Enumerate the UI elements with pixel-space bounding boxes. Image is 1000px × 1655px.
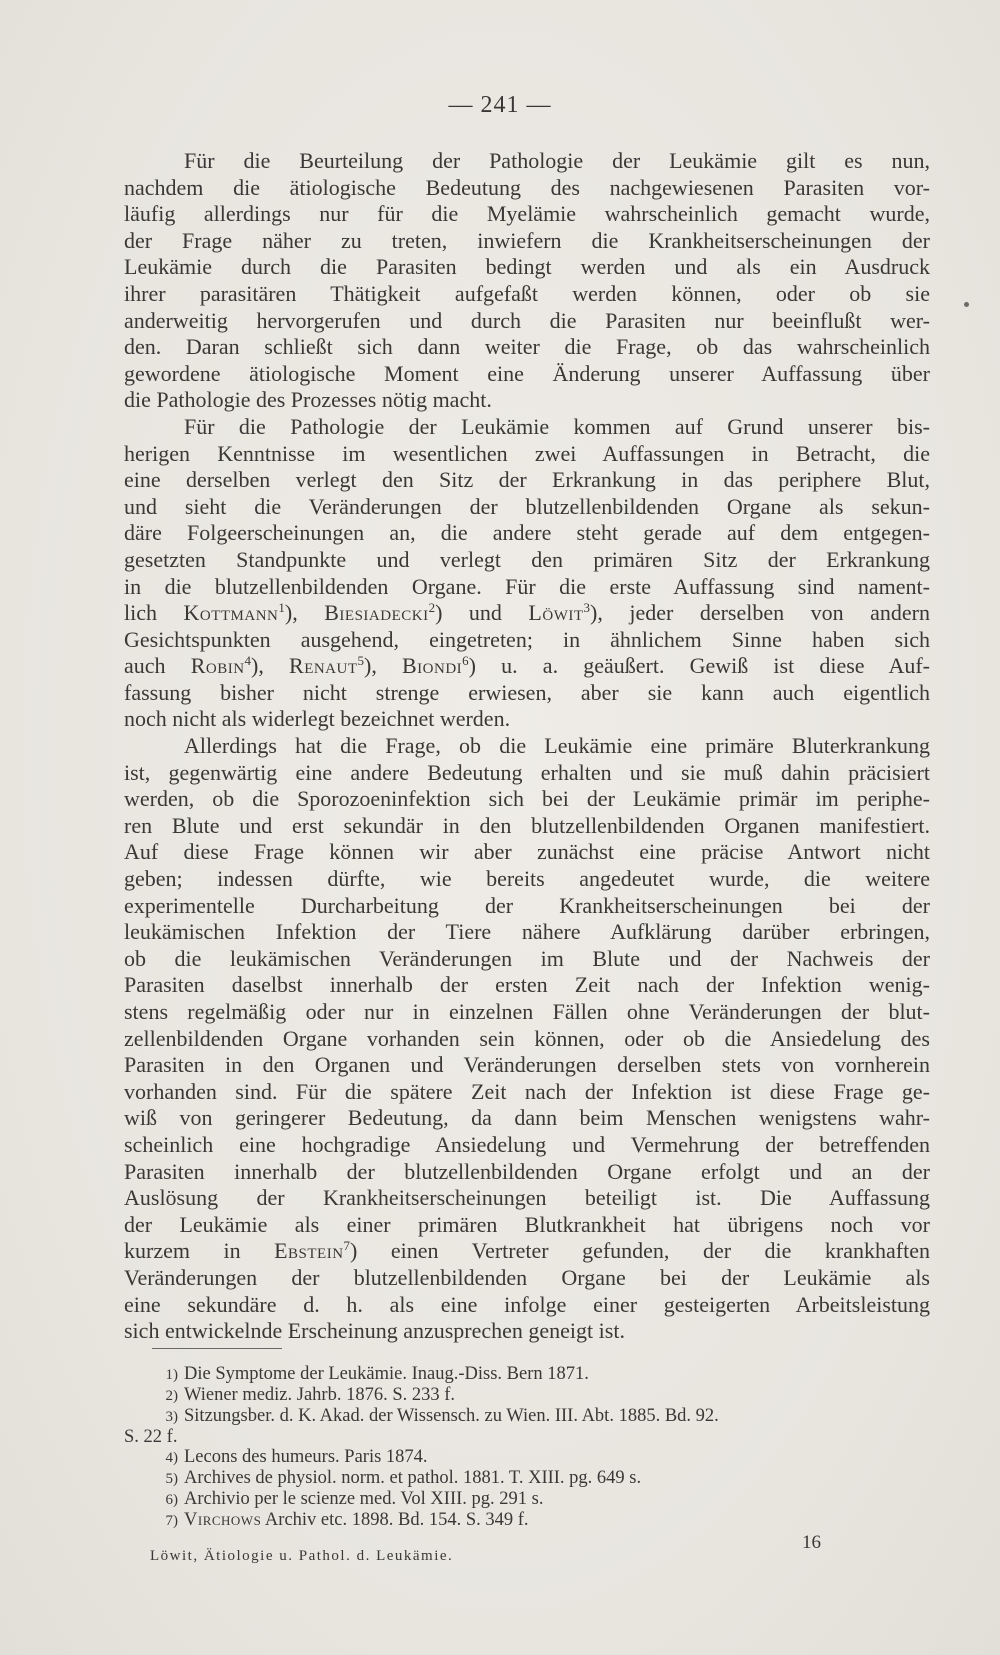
footnote-1: [124, 1364, 944, 1385]
text-line: Allerdings hat die Frage, ob die Leukämie eine primäre Bluterkrankung: [184, 733, 930, 759]
footnote-text: Archives de physiol. norm. et pathol. 1881. T. XIII. pg. 649 s.: [184, 1468, 642, 1488]
footnote-number: 1): [165, 1367, 178, 1383]
footnote-divider: [152, 1348, 282, 1349]
text-line: fassung bisher nicht strenge erwiesen, aber sie kann auch eigentlich: [124, 679, 930, 705]
text-line: leukämischen Infektion der Tiere nähere Aufklärung darüber erbringen,: [124, 919, 930, 945]
text-line: läufig allerdings nur für die Myelämie wahrscheinlich gemacht wurde,: [124, 201, 930, 227]
text-line: Gesichtspunkten ausgehend, eingetreten; in ähnlichem Sinne haben sich: [124, 626, 930, 652]
paragraph-1: [124, 148, 930, 414]
text-fragment: ) einen Vertreter gefunden, der die krankhaften: [350, 1238, 930, 1264]
footnote-6: [124, 1489, 944, 1510]
footnote-ref: 2: [428, 600, 436, 616]
footnote-number: 6): [165, 1492, 178, 1508]
author-name: Biondi: [402, 653, 463, 679]
footnotes: [124, 1364, 944, 1531]
footnote-ref: 7: [343, 1238, 351, 1254]
text-line: [124, 1238, 930, 1265]
text-line: [124, 600, 930, 627]
text-line: stens regelmäßig oder nur in einzelnen Fällen ohne Veränderungen der blut-: [124, 999, 930, 1024]
text-fragment: ) u. a. geäußert. Gewiß ist diese Auf-: [468, 653, 931, 679]
page-number: — 241 —: [448, 92, 552, 118]
text-line: däre Folgeerscheinungen an, die andere steht gerade auf dem entgegen-: [124, 520, 930, 546]
footnote-ref: 5: [357, 653, 365, 669]
text-line: Auslösung der Krankheitserscheinungen beteiligt ist. Die Auffassung: [124, 1185, 930, 1211]
footnote-text: Sitzungsber. d. K. Akad. der Wissensch. zu Wien. III. Abt. 1885. Bd. 92.: [184, 1406, 719, 1426]
text-line: scheinlich eine hochgradige Ansiedelung und Vermehrung der betreffenden: [124, 1131, 930, 1157]
margin-mark: [964, 302, 969, 307]
text-line: der Leukämie als einer primären Blutkrankheit hat übrigens noch vor: [124, 1211, 930, 1237]
footnote-text: Lecons des humeurs. Paris 1874.: [184, 1447, 428, 1467]
text-line: werden, ob die Sporozoeninfektion sich bei der Leukämie primär im periphe-: [124, 786, 930, 812]
text-line: gesetzten Standpunkte und verlegt den primären Sitz der Erkrankung: [124, 546, 930, 572]
text-line: eine sekundäre d. h. als eine infolge einer gesteigerten Arbeitsleistung: [124, 1291, 930, 1317]
text-line: gewordene ätiologische Moment eine Änderung unserer Auffassung über: [124, 360, 930, 386]
text-line: in die blutzellenbildenden Organe. Für die erste Auffassung sind nament-: [124, 573, 930, 599]
text-line: Für die Beurteilung der Pathologie der Leukämie gilt es nun,: [184, 148, 930, 173]
text-line: vorhanden sind. Für die spätere Zeit nach der Infektion ist diese Frage ge-: [124, 1078, 930, 1104]
text-fragment: lich: [124, 600, 184, 626]
footnote-ref: 6: [462, 653, 469, 669]
footnote-2: [124, 1385, 944, 1406]
text-line: herigen Kenntnisse im wesentlichen zwei Auffassungen in Betracht, die: [124, 440, 930, 466]
text-line: ob die leukämischen Veränderungen im Blute und der Nachweis der: [124, 945, 930, 971]
text-line: Parasiten in den Organen und Veränderungen derselben stets von vornherein: [124, 1052, 930, 1078]
footnote-number: 5): [165, 1471, 178, 1487]
text-line: ihrer parasitären Thätigkeit aufgefaßt werden können, oder ob sie: [124, 280, 930, 306]
footnote-text: Wiener mediz. Jahrb. 1876. S. 233 f.: [184, 1385, 456, 1405]
author-name: Biesiadecki: [324, 600, 429, 626]
footnote-number: 4): [165, 1450, 178, 1466]
text-fragment: ), jeder derselben von andern: [590, 600, 930, 626]
text-line: zellenbildenden Organe vorhanden sein können, oder ob die Ansiedelung des: [124, 1025, 930, 1051]
text-line: sich entwickelnde Erscheinung anzusprechen geneigt ist.: [124, 1318, 625, 1344]
text-fragment: ),: [251, 653, 290, 679]
text-line: nachdem die ätiologische Bedeutung des nachgewiesenen Parasiten vor-: [124, 174, 930, 200]
text-line: eine derselben verlegt den Sitz der Erkrankung in das periphere Blut,: [124, 467, 930, 493]
text-line: anderweitig hervorgerufen und durch die Parasiten nur beeinflußt wer-: [124, 307, 930, 333]
footnote-text: Die Symptome der Leukämie. Inaug.-Diss. Bern 1871.: [184, 1364, 589, 1384]
footnote-text: Archivio per le scienze med. Vol XIII. pg. 291 s.: [184, 1489, 544, 1509]
body-text: [124, 148, 930, 1345]
paragraph-2: [124, 414, 930, 733]
text-line: Auf diese Frage können wir aber zunächst eine präcise Antwort nicht: [124, 839, 930, 865]
footnote-4: [124, 1447, 944, 1468]
author-name: Renaut: [289, 653, 358, 679]
text-line: Veränderungen der blutzellenbildenden Organe bei der Leukämie als: [124, 1264, 930, 1290]
printer-signature: Löwit, Ätiologie u. Pathol. d. Leukämie.: [150, 1548, 454, 1564]
text-line: Parasiten innerhalb der blutzellenbildenden Organe erfolgt und an der: [124, 1158, 930, 1184]
text-line: den. Daran schließt sich dann weiter die Frage, ob das wahrscheinlich: [124, 334, 930, 360]
text-line: ist, gegenwärtig eine andere Bedeutung erhalten und sie muß dahin präcisiert: [124, 759, 930, 785]
text-line: experimentelle Durcharbeitung der Krankheitserscheinungen bei der: [124, 892, 930, 918]
text-line: Leukämie durch die Parasiten bedingt werden und als ein Ausdruck: [124, 254, 930, 280]
text-line: geben; indessen dürfte, wie bereits angedeutet wurde, die weitere: [124, 866, 930, 892]
footnote-number: 3): [165, 1409, 178, 1425]
footnote-number: 7): [165, 1513, 178, 1529]
text-fragment: kurzem in: [124, 1238, 275, 1264]
author-name: Virchows: [184, 1510, 262, 1530]
text-fragment: ) und: [435, 600, 529, 626]
sheet-number: 16: [802, 1532, 821, 1553]
text-line: Parasiten daselbst innerhalb der ersten Zeit nach der Infektion wenig-: [124, 972, 930, 998]
footnote-ref: 4: [244, 653, 252, 669]
footnote-text: Archiv etc. 1898. Bd. 154. S. 349 f.: [261, 1510, 529, 1530]
footnote-ref: 1: [278, 600, 285, 616]
text-fragment: ),: [284, 600, 325, 626]
author-name: Löwit: [528, 600, 584, 626]
footnote-3-continued: S. 22 f.: [124, 1427, 178, 1447]
text-line: ren Blute und erst sekundär in den blutzellenbildenden Organen manifestiert.: [124, 812, 930, 838]
footnote-3: [124, 1406, 944, 1427]
text-line: noch nicht als widerlegt bezeichnet werden.: [124, 706, 511, 732]
footnote-number: 2): [165, 1388, 178, 1404]
author-name: Robin: [190, 653, 245, 679]
footnote-7: [124, 1510, 944, 1531]
author-name: Ebstein: [274, 1238, 344, 1264]
text-line: Für die Pathologie der Leukämie kommen auf Grund unserer bis-: [184, 413, 930, 439]
footnote-ref: 3: [583, 600, 591, 616]
text-line: [124, 653, 930, 680]
text-fragment: ),: [364, 653, 402, 679]
text-line: und sieht die Veränderungen der blutzellenbildenden Organe als sekun-: [124, 493, 930, 519]
text-line: die Pathologie des Prozesses nötig macht.: [124, 387, 492, 413]
footnote-5: [124, 1468, 944, 1489]
author-name: Kottmann: [183, 600, 279, 626]
text-line: der Frage näher zu treten, inwiefern die Krankheitserscheinungen der: [124, 227, 930, 253]
paragraph-3: [124, 733, 930, 1345]
text-line: wiß von geringerer Bedeutung, da dann beim Menschen wenigstens wahr-: [124, 1105, 930, 1131]
text-fragment: auch: [124, 653, 191, 679]
